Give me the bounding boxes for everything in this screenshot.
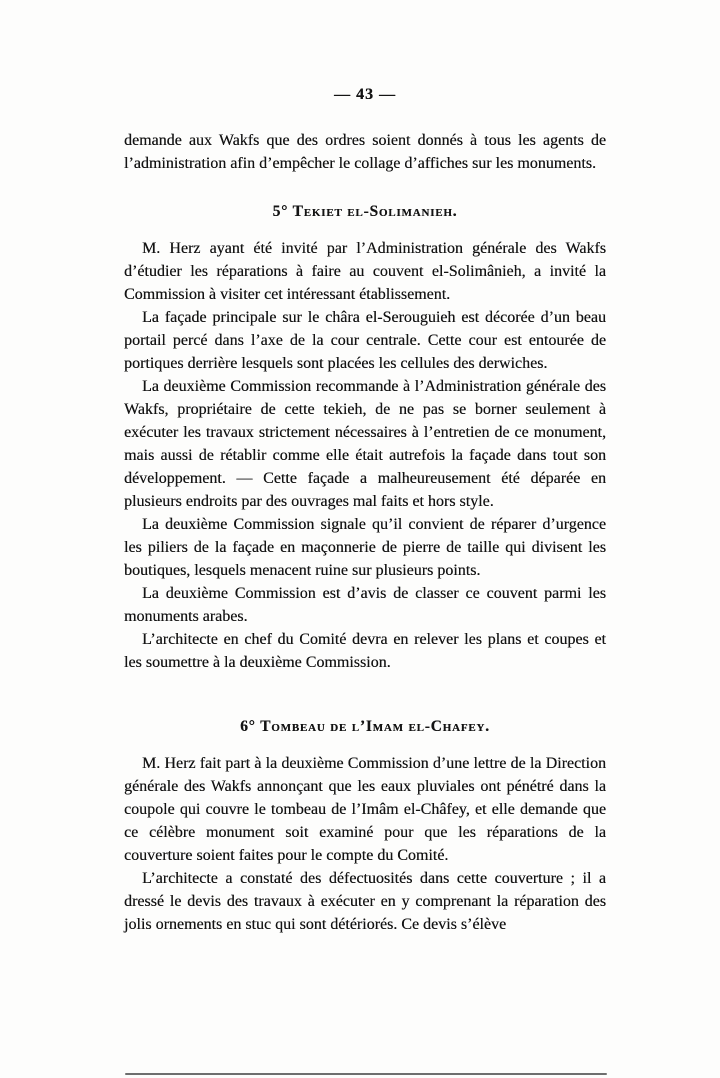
paragraph: M. Herz ayant été invité par l’Administration générale des Wakfs d’étudier les réparations à faire au couvent el-Solimânieh, a invité la Commission à visiter cet intéressant établissement.: [124, 240, 606, 303]
paragraph: L’architecte a constaté des défectuosités dans cette couverture ; il a dressé le devis des travaux à exécuter en y comprenant la réparation des jolis ornements en stuc qui sont détériorés. Ce devis s’élève: [124, 870, 606, 933]
paragraph: La deuxième Commission est d’avis de classer ce couvent parmi les monuments arabes.: [124, 585, 606, 625]
text-block: [124, 86, 606, 936]
section-heading-5: 5° Tekiet el-Solimanieh.: [272, 203, 458, 220]
paragraph: La deuxième Commission signale qu’il convient de réparer d’urgence les piliers de la façade en maçonnerie de pierre de taille qui divisent les boutiques, lesquels menacent ruine sur plusieurs points.: [124, 516, 606, 579]
paragraph: La deuxième Commission recommande à l’Administration générale des Wakfs, propriétaire de cette tekieh, de ne pas se borner seulement à exécuter les travaux strictement nécessaires à l’entretien de ce monument, mais aussi de rétablir comme elle était autrefois la façade dans tout son développement. — Cette façade a malheureusement été déparée en plusieurs endroits par des ouvrages mal faits et hors style.: [124, 378, 606, 510]
intro-paragraph: demande aux Wakfs que des ordres soient donnés à tous les agents de l’administration afin d’empêcher le collage d’affiches sur les monuments.: [124, 132, 606, 172]
scan-artifact-line: [125, 1073, 607, 1075]
section-heading-6: 6° Tombeau de l’Imam el-Chafey.: [240, 718, 490, 735]
paragraph: L’architecte en chef du Comité devra en relever les plans et coupes et les soumettre à la deuxième Commission.: [124, 631, 606, 671]
page-number: — 43 —: [334, 86, 396, 103]
paragraph: La façade principale sur le châra el-Serouguieh est décorée d’un beau portail percé dans l’axe de la cour centrale. Cette cour est entourée de portiques derrière lesquels sont placées les cellules des derwiches.: [124, 309, 606, 372]
paragraph: M. Herz fait part à la deuxième Commission d’une lettre de la Direction générale des Wakfs annonçant que les eaux pluviales ont pénétré dans la coupole qui couvre le tombeau de l’Imâm el-Châfey, et elle demande que ce célèbre monument soit examiné pour que les réparations de la couverture soient faites pour le compte du Comité.: [124, 755, 606, 864]
